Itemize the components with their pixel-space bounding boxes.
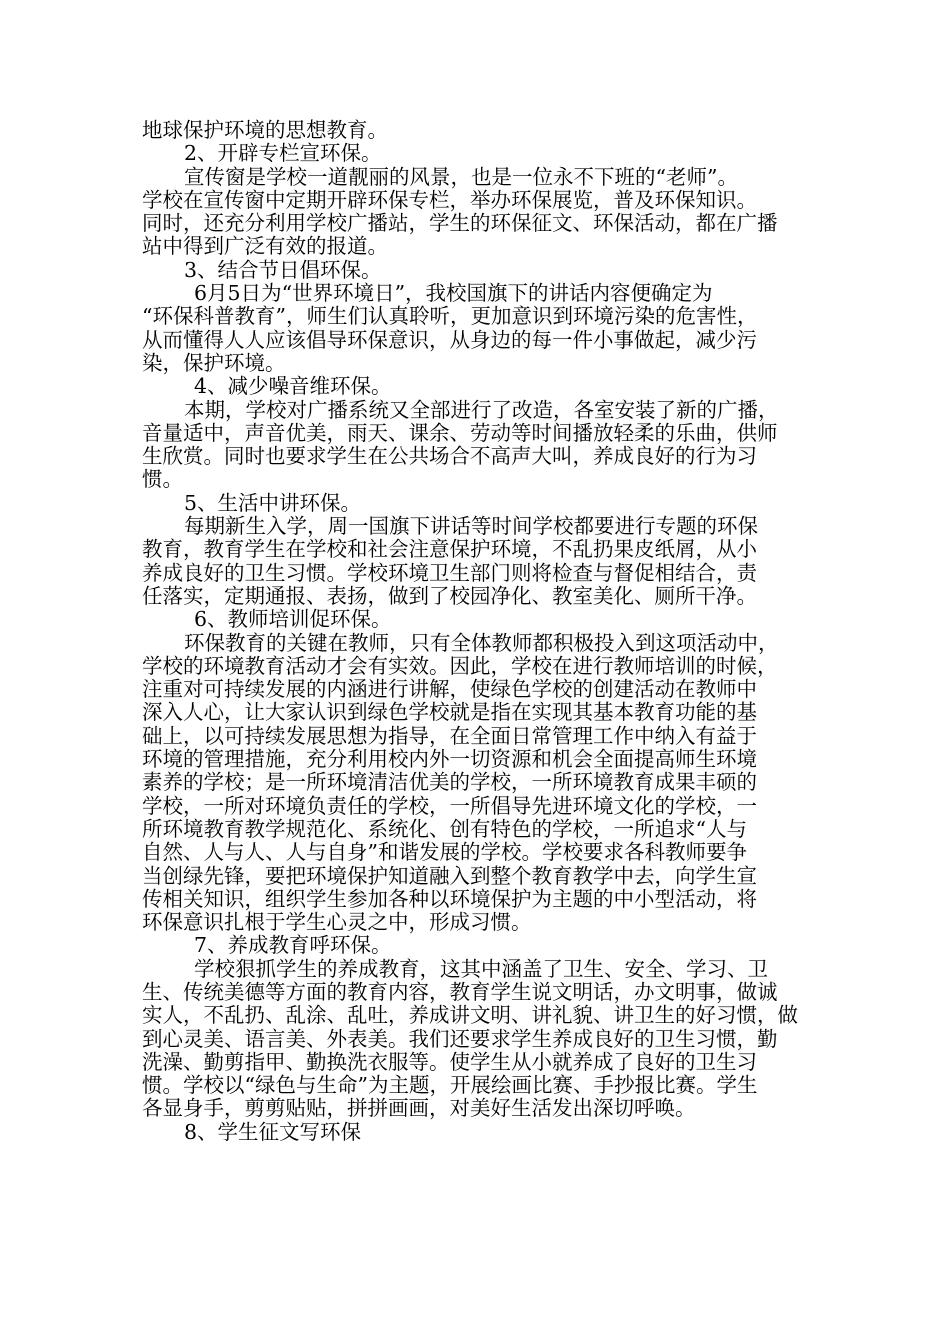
text-line: 惯。 — [142, 467, 183, 492]
document-body — [142, 119, 822, 1144]
text-line: 学校，一所对环境负责任的学校，一所倡导先进环境文化的学校，一 — [142, 793, 757, 818]
text-line: 深入人心，让大家认识到绿色学校就是指在实现其基本教育功能的基 — [142, 700, 757, 725]
text-line: 音量适中，声音优美，雨天、课余、劳动等时间播放轻柔的乐曲，供师 — [142, 420, 778, 445]
text-line: 站中得到广泛有效的报道。 — [142, 234, 388, 259]
section-heading: 4、减少噪音维环保。 — [194, 374, 392, 399]
text-line: 当创绿先锋，要把环境保护知道融入到整个教育教学中去，向学生宣 — [142, 863, 757, 888]
text-line: 传相关知识，组织学生参加各种以环境保护为主题的中小型活动，将 — [142, 886, 757, 911]
text-line: 每期新生入学，周一国旗下讲话等时间学校都要进行专题的环保 — [184, 514, 758, 539]
text-line: 础上，以可持续发展思想为指导，在全面日常管理工作中纳入有益于 — [142, 723, 757, 748]
text-line: 各显身手，剪剪贴贴，拼拼画画，对美好生活发出深切呼唤。 — [142, 1096, 696, 1121]
text-line: “环保科普教育”，师生们认真聆听，更加意识到环境污染的危害性， — [142, 304, 758, 329]
text-line: 洗澡、勤剪指甲、勤换洗衣服等。使学生从小就养成了良好的卫生习 — [142, 1049, 757, 1074]
text-line: 环境的管理措施，充分利用校内外一切资源和机会全面提高师生环境 — [142, 747, 757, 772]
text-line: 染，保护环境。 — [142, 350, 286, 375]
text-line: 从而懂得人人应该倡导环保意识，从身边的每一件小事做起，减少污 — [142, 327, 757, 352]
text-line: 环保教育的关键在教师，只有全体教师都积极投入到这项活动中， — [184, 630, 779, 655]
section-heading: 7、养成教育呼环保。 — [194, 933, 392, 958]
text-line: 本期，学校对广播系统又全部进行了改造，各室安装了新的广播， — [184, 397, 779, 422]
text-line: 任落实，定期通报、表扬，做到了校园净化、教室美化、厕所干净。 — [142, 583, 757, 608]
text-line: 生欣赏。同时也要求学生在公共场合不高声大叫，养成良好的行为习 — [142, 444, 757, 469]
section-heading: 5、生活中讲环保。 — [184, 490, 362, 515]
text-line: 6月5日为“世界环境日”，我校国旗下的讲话内容便确定为 — [194, 281, 713, 306]
text-line: 实人，不乱扔、乱涂、乱吐，养成讲文明、讲礼貌、讲卫生的好习惯，做 — [142, 1003, 798, 1028]
section-heading: 6、教师培训促环保。 — [194, 607, 392, 632]
section-heading: 2、开辟专栏宣环保。 — [184, 141, 382, 166]
text-line: 环保意识扎根于学生心灵之中，形成习惯。 — [142, 910, 532, 935]
section-heading: 3、结合节日倡环保。 — [184, 257, 382, 282]
text-line: 学校狠抓学生的养成教育，这其中涵盖了卫生、安全、学习、卫 — [194, 956, 768, 981]
text-line: 生、传统美德等方面的教育内容，教育学生说文明话，办文明事，做诚 — [142, 979, 778, 1004]
text-line: 素养的学校；是一所环境清洁优美的学校，一所环境教育成果丰硕的 — [142, 770, 757, 795]
text-line: 教育，教育学生在学校和社会注意保护环境，不乱扔果皮纸屑，从小 — [142, 537, 757, 562]
text-line: 学校在宣传窗中定期开辟环保专栏，举办环保展览，普及环保知识。 — [142, 187, 757, 212]
text-line: 宣传窗是学校一道靓丽的风景，也是一位永不下班的“老师”。 — [184, 164, 738, 189]
text-line: 所环境教育教学规范化、系统化、创有特色的学校，一所追求“人与 — [142, 816, 747, 841]
text-line: 地球保护环境的思想教育。 — [142, 118, 388, 142]
text-line: 养成良好的卫生习惯。学校环境卫生部门则将检查与督促相结合，责 — [142, 560, 757, 585]
text-line: 注重对可持续发展的内涵进行讲解，使绿色学校的创建活动在教师中 — [142, 677, 757, 702]
section-heading: 8、学生征文写环保 — [184, 1119, 362, 1144]
text-line: 同时，还充分利用学校广播站，学生的环保征文、环保活动，都在广播 — [142, 211, 778, 236]
text-line: 自然、人与人、人与自身”和谐发展的学校。学校要求各科教师要争 — [142, 840, 747, 865]
text-line: 惯。学校以“绿色与生命”为主题，开展绘画比赛、手抄报比赛。学生 — [142, 1073, 758, 1098]
text-line: 学校的环境教育活动才会有实效。因此，学校在进行教师培训的时候， — [142, 653, 778, 678]
text-line: 到心灵美、语言美、外表美。我们还要求学生养成良好的卫生习惯，勤 — [142, 1026, 778, 1051]
